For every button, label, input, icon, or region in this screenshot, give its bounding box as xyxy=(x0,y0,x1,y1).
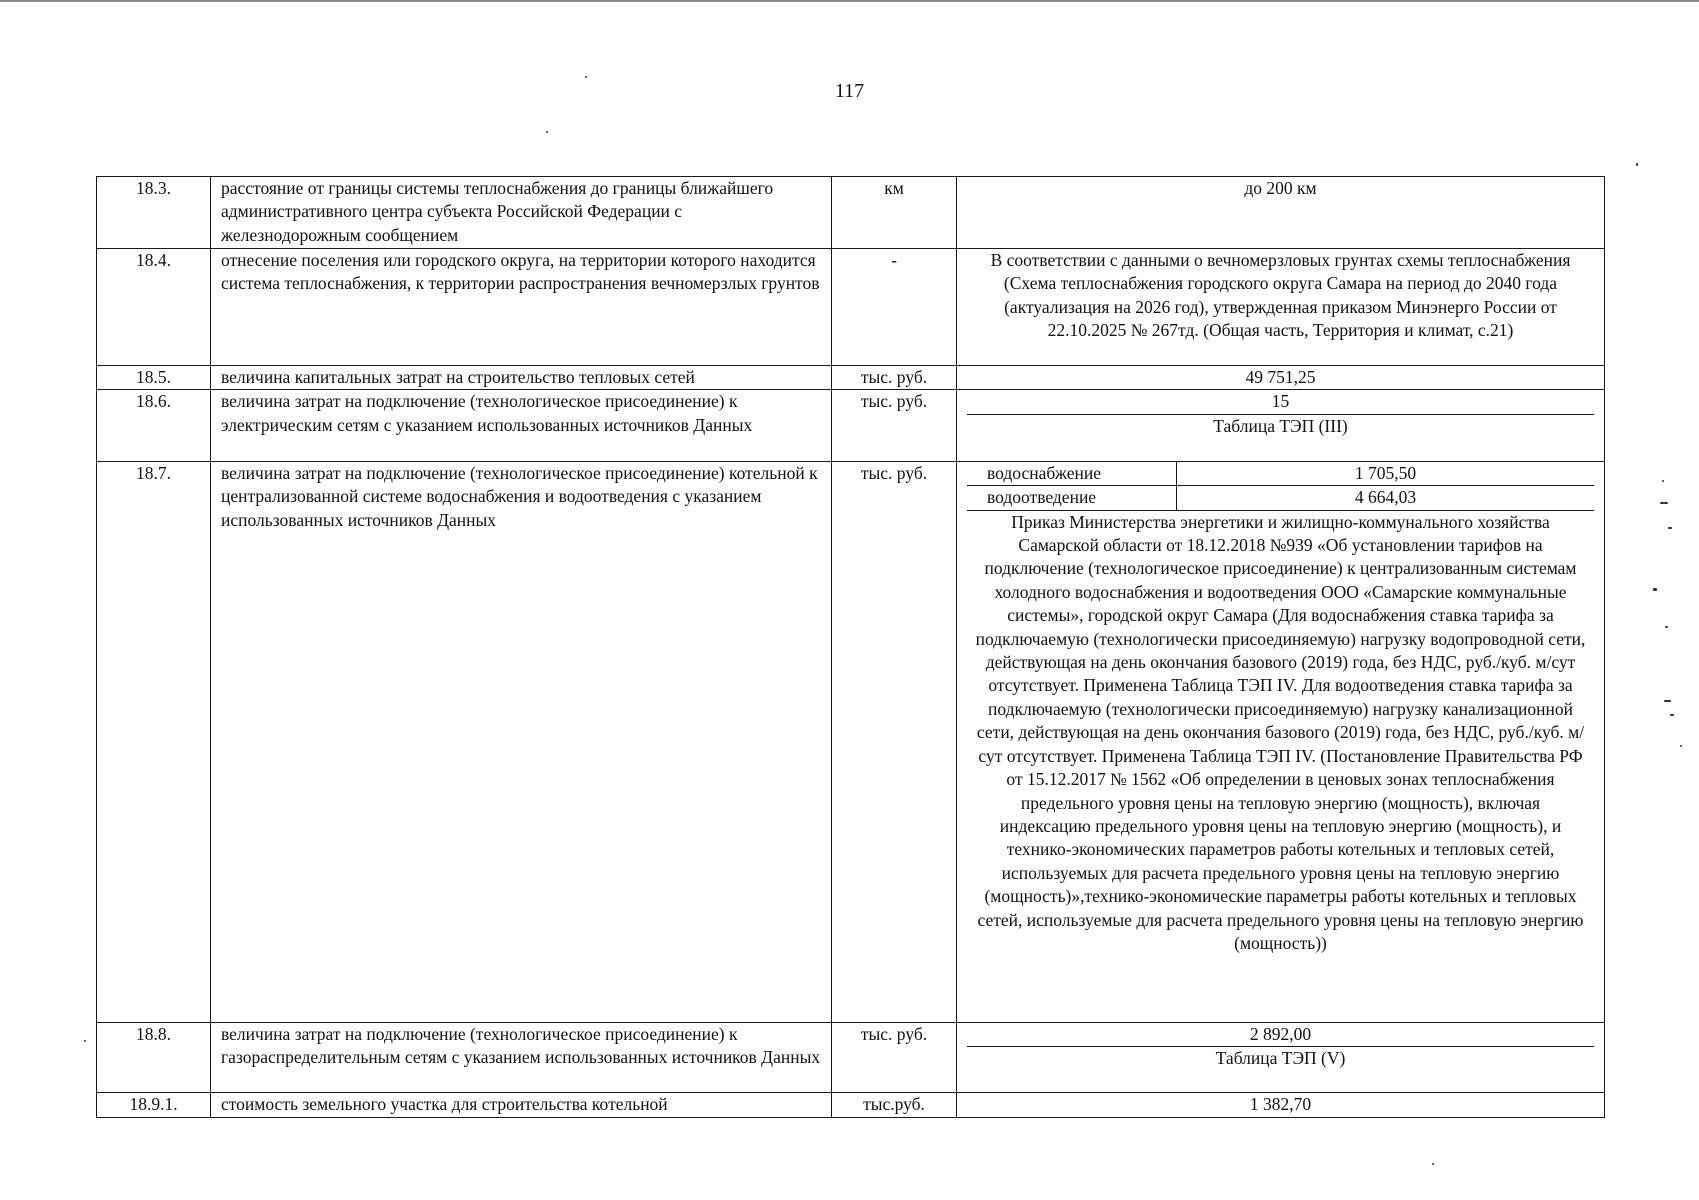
top-scan-edge xyxy=(0,0,1699,2)
row-description: величина капитальных затрат на строительство тепловых сетей xyxy=(211,366,832,390)
row-number: 18.4. xyxy=(97,249,211,366)
row-number: 18.7. xyxy=(97,461,211,1022)
sub-row-water-supply xyxy=(967,462,1594,485)
row-description: отнесение поселения или городского округа, на территории которого находится система теплоснабжения, к территории распространения вечномерзлых грунтов xyxy=(211,249,832,366)
table-row xyxy=(97,249,1605,366)
page-number: 117 xyxy=(834,80,865,102)
sub-row-value: 1 705,50 xyxy=(1354,462,1417,483)
row-unit: тыс. руб. xyxy=(832,390,957,461)
row-number: 18.5. xyxy=(97,366,211,390)
row-unit: - xyxy=(832,249,957,366)
row-number: 18.6. xyxy=(97,390,211,461)
row-value: 15 xyxy=(1271,391,1290,412)
row-source: Таблица ТЭП (V) xyxy=(967,1046,1594,1092)
row-value: 1 382,70 xyxy=(1249,1094,1312,1115)
sub-row-value: 4 664,03 xyxy=(1354,487,1417,508)
row-source: Приказ Министерства энергетики и жилищно-коммунального хозяйства Самарской области от 18.12.2018 №939 «Об установлении тарифов на подключение (технологическое присоединение) к централизованным системам холодного водоснабжения и водоотведения ООО «Самарские коммунальные системы», городской округ Самара (Для водоснабжения ставка тарифа за подключаемую (технологически присоединяемую) нагрузку водопроводной сети, действующая на день окончания базового (2019) года, без НДС, руб./куб. м/сут отсутствует. Применена Таблица ТЭП IV. Для водоотведения ставка тарифа за подключаемую (технологически присоединяемую) нагрузку канализационной сети, действующая на день окончания базового (2019) года, без НДС, руб./куб. м/сут отсутствует. Применена Таблица ТЭП IV. (Постановление Правительства РФ от 15.12.2017 № 1562 «Об определении в ценовых зонах теплоснабжения предельного уровня цены на тепловую энергию (мощность), включая индексацию предельного уровня цены на тепловую энергию (мощность), и технико-экономических параметров работы котельных и тепловых сетей, используемых для расчета предельного уровня цены на тепловую энергию (мощность)»,технико-экономические параметры работы котельных и тепловых сетей, используемые для расчета предельного уровня цены на тепловую энергию (мощность)) xyxy=(967,510,1594,956)
row-value-cell xyxy=(957,1093,1605,1117)
sub-row-label: водоснабжение xyxy=(967,462,1177,485)
row-value-cell xyxy=(957,461,1605,1022)
table-row xyxy=(97,1022,1605,1092)
row-value: 49 751,25 xyxy=(1245,367,1316,387)
row-description: стоимость земельного участка для строительства котельной xyxy=(211,1093,832,1117)
row-value: 2 892,00 xyxy=(1249,1023,1312,1044)
row-number: 18.8. xyxy=(97,1022,211,1092)
row-unit: тыс. руб. xyxy=(832,366,957,390)
row-description: величина затрат на подключение (технологическое присоединение) к электрическим сетям с указанием использованных источников Данных xyxy=(211,390,832,461)
sub-row-water-disposal xyxy=(967,485,1594,509)
tep-table xyxy=(96,176,1605,1118)
row-description: величина затрат на подключение (технологическое присоединение) котельной к централизованной системе водоснабжения и водоотведения с указанием использованных источников Данных xyxy=(211,461,832,1022)
row-number: 18.3. xyxy=(97,177,211,249)
row-value-cell xyxy=(957,1022,1605,1092)
row-value-cell xyxy=(957,366,1605,390)
row-value-cell xyxy=(957,390,1605,461)
row-value-cell xyxy=(957,177,1605,249)
row-source: Таблица ТЭП (III) xyxy=(967,414,1594,461)
table-row xyxy=(97,390,1605,461)
row-unit: тыс.руб. xyxy=(832,1093,957,1117)
table-row xyxy=(97,1093,1605,1117)
row-unit: тыс. руб. xyxy=(832,461,957,1022)
table-row xyxy=(97,177,1605,249)
row-number: 18.9.1. xyxy=(97,1093,211,1117)
table-row xyxy=(97,461,1605,1022)
row-value: В соответствии с данными о вечномерзловых грунтах схемы теплоснабжения (Схема теплоснабжения городского округа Самара на период до 2040 года (актуализация на 2026 год), утвержденная приказом Минэнерго России от 22.10.2025 № 267тд. (Общая часть, Территория и климат, с.21) xyxy=(990,250,1571,341)
row-unit: км xyxy=(832,177,957,249)
row-description: величина затрат на подключение (технологическое присоединение) к газораспределительным сетям с указанием использованных источников Данных xyxy=(211,1022,832,1092)
sub-row-label: водоотведение xyxy=(967,486,1177,509)
row-description: расстояние от границы системы теплоснабжения до границы ближайшего административного центра субъекта Российской Федерации с железнодорожным сообщением xyxy=(211,177,832,249)
row-unit: тыс. руб. xyxy=(832,1022,957,1092)
table-row xyxy=(97,366,1605,390)
row-value: до 200 км xyxy=(1244,178,1317,198)
row-value-cell xyxy=(957,249,1605,366)
